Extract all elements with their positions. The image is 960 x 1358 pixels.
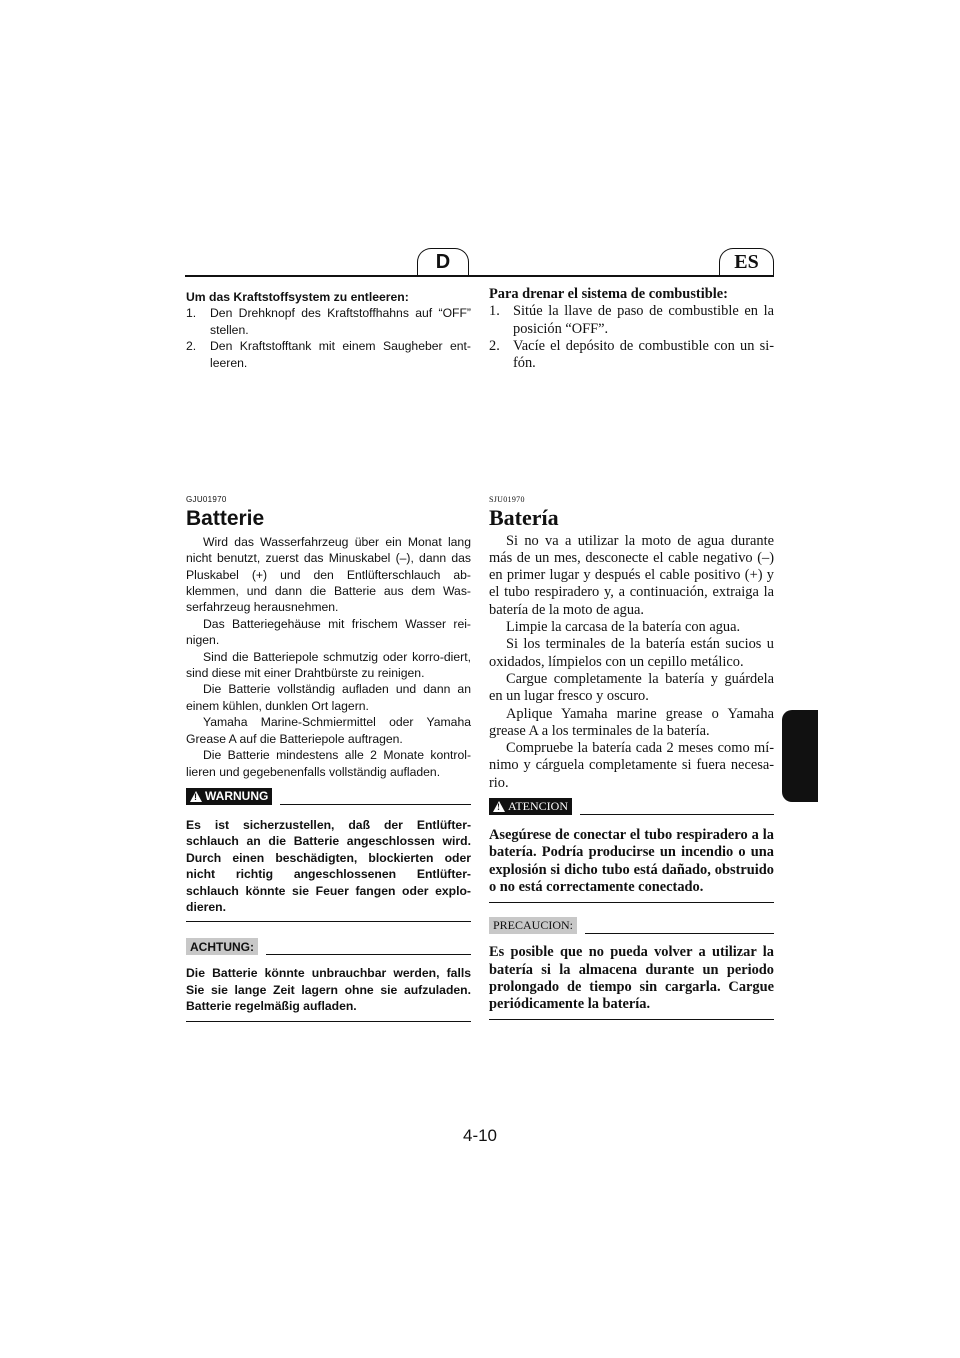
de-section-title: Batterie	[186, 507, 265, 531]
es-caution-text: Es posible que no pueda volver a utilizar la batería si la almacena durante un periodo prolongado de tiempo sin cargarla. Cargue periódicamente la batería.	[489, 944, 774, 1013]
de-drain-section	[186, 289, 471, 371]
de-battery-section	[186, 492, 471, 1022]
language-badge-es	[719, 248, 774, 275]
de-paragraph: Yamaha Marine-Schmiermittel oder Yamaha Grease A auf die Batteriepole auftragen.	[186, 715, 471, 746]
step-number: 2.	[186, 339, 197, 354]
es-paragraph: Si los terminales de la batería están sucios u oxidados, límpielos con un cepillo metálico.	[489, 636, 774, 670]
language-badge-de	[417, 248, 469, 275]
chapter-thumb-tab	[782, 710, 818, 802]
warning-label: WARNUNG	[205, 789, 269, 804]
notice-rule	[580, 814, 774, 815]
warning-tag	[489, 798, 572, 815]
de-warning-header	[186, 788, 471, 805]
de-paragraph: Wird das Wasserfahrzeug über ein Monat lang nicht benutzt, zuerst das Minuskabel (–), dann das Pluskabel (+) und den Entlüfterschlauch ab-klemmen, und dann die Batterie aus dem Was-serfahrzeug herausnehmen.	[186, 534, 471, 615]
notice-rule	[280, 804, 471, 805]
step-text: Vacíe el depósito de combustible con un si-fón.	[513, 337, 774, 372]
warning-icon: !	[190, 791, 202, 802]
warning-icon: !	[493, 801, 505, 812]
de-drain-steps	[186, 305, 471, 371]
de-paragraph: Die Batterie mindestens alle 2 Monate kontrol-lieren und gegebenenfalls vollständig aufladen.	[186, 748, 471, 779]
warning-label: ATENCION	[508, 798, 568, 813]
step-number: 1.	[489, 303, 500, 320]
es-caution-header	[489, 917, 774, 934]
caution-label: PRECAUCION:	[493, 918, 574, 933]
es-warning-text: Asegúrese de conectar el tubo respiradero a la batería. Podría producirse un incendio o una explosión si dicho tubo está dañado, obstruido o no está correctamente conectado.	[489, 827, 774, 895]
es-drain-title: Para drenar el sistema de combustible:	[489, 286, 728, 302]
page-number: 4-10	[462, 1126, 498, 1145]
notice-end-rule	[489, 1019, 774, 1020]
caution-tag	[489, 917, 577, 934]
step-number: 1.	[186, 306, 197, 321]
notice-rule	[266, 954, 471, 955]
es-paragraph: Si no va a utilizar la moto de agua durante más de un mes, desconecte el cable negativo (–) en primer lugar y después el cable positivo (+) y el tubo respiradero y, a continuación, extraiga la batería de la moto de agua.	[489, 532, 774, 618]
de-paragraph: Die Batterie vollständig aufladen und dann an einem kühlen, dunklen Ort lagern.	[186, 682, 471, 713]
header-rule	[185, 275, 774, 277]
es-section-code: SJU01970	[489, 495, 525, 504]
es-warning-header	[489, 798, 774, 815]
de-drain-title: Um das Kraftstoffsystem zu entleeren:	[186, 290, 409, 304]
es-section-title: Batería	[489, 505, 559, 531]
step-text: Den Drehknopf des Kraftstoffhahns auf “OFF” stellen.	[210, 306, 471, 337]
list-item	[186, 338, 471, 371]
notice-end-rule	[186, 1021, 471, 1022]
step-text: Sitúe la llave de paso de combustible en la posición “OFF”.	[513, 303, 774, 337]
language-label-de: D	[435, 250, 451, 273]
notice-end-rule	[489, 902, 774, 903]
es-battery-section	[489, 491, 774, 1020]
caution-label: ACHTUNG:	[190, 939, 254, 954]
de-paragraph: Das Batteriegehäuse mit frischem Wasser rei-nigen.	[186, 616, 471, 648]
list-item	[489, 303, 774, 338]
es-drain-section	[489, 286, 774, 372]
step-text: Den Kraftstofftank mit einem Saugheber ent-leeren.	[210, 339, 471, 370]
notice-end-rule	[186, 921, 471, 922]
caution-tag	[186, 938, 258, 955]
language-label-es: ES	[734, 250, 759, 273]
list-item	[186, 305, 471, 338]
step-number: 2.	[489, 337, 500, 354]
es-drain-steps	[489, 303, 774, 372]
de-caution-header	[186, 938, 471, 955]
es-paragraph: Limpie la carcasa de la batería con agua.	[506, 619, 741, 636]
notice-rule	[585, 933, 774, 934]
es-paragraph: Compruebe la batería cada 2 meses como mí-nimo y cárguela completamente si fuera necesa-rio.	[489, 740, 774, 791]
de-section-code: GJU01970	[186, 495, 227, 504]
de-warning-text: Es ist sicherzustellen, daß der Entlüfter-schlauch an die Batterie angeschlossen wird. Durch einen beschädigten, blockierten oder nicht richtig angeschlossenen Entlüfter-schlauch könnte sie Feuer fangen oder explo-dieren.	[186, 817, 471, 914]
de-paragraph: Sind die Batteriepole schmutzig oder korro-diert, sind diese mit einer Drahtbürste zu reinigen.	[186, 649, 471, 681]
es-paragraph: Aplique Yamaha marine grease o Yamaha grease A a los terminales de la batería.	[489, 705, 774, 739]
de-caution-text: Die Batterie könnte unbrauchbar werden, falls Sie sie lange Zeit lagern ohne sie aufzuladen. Batterie regelmäßig aufladen.	[186, 966, 471, 1014]
es-paragraph: Cargue completamente la batería y guárdela en un lugar fresco y oscuro.	[489, 670, 774, 705]
list-item	[489, 338, 774, 373]
warning-tag	[186, 788, 272, 805]
